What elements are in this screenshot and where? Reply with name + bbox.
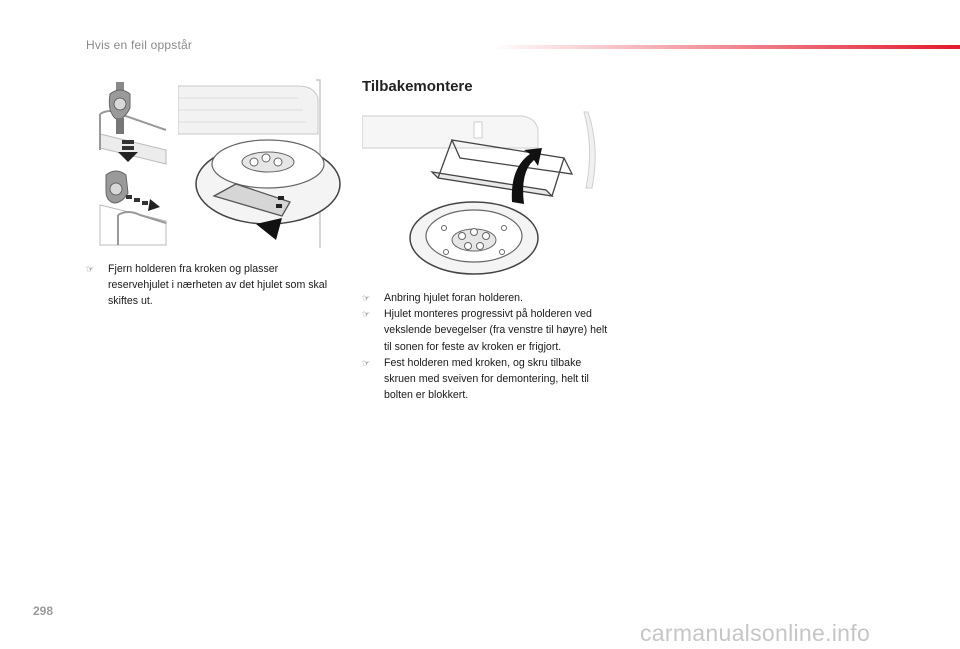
- instruction-text: Hjulet monteres progressivt på holderen ved vekslende bevegelser (fra venstre til høyre) helt til sonen for feste av kroken er frigjort.: [384, 308, 608, 353]
- list-item: [362, 355, 612, 404]
- pointing-hand-icon: ☞: [362, 309, 371, 320]
- watermark: carmanualsonline.info: [640, 620, 871, 646]
- spare-wheel-refit-illustration: [362, 108, 618, 280]
- instruction-text: Anbring hjulet foran holderen.: [384, 292, 523, 304]
- pointing-hand-icon: ☞: [86, 264, 95, 274]
- list-item: [362, 306, 612, 355]
- spare-wheel-removal-illustration: [178, 78, 343, 250]
- instruction-text: Fest holderen med kroken, og skru tilbake skruen med sveiven for demontering, helt til bolten er blokkert.: [384, 356, 589, 402]
- header-section-title: Hvis en feil oppstår: [86, 38, 193, 52]
- section-heading: Tilbakemontere: [362, 78, 473, 95]
- pointing-hand-icon: ☞: [362, 357, 371, 368]
- right-instruction-list: [362, 290, 612, 403]
- header-accent-bar: [490, 45, 960, 49]
- instruction-text: Fjern holderen fra kroken og plasser reservehjulet i nærheten av det hjulet som skal skiftes ut.: [108, 263, 328, 308]
- hook-detail-illustration-top: [96, 78, 172, 168]
- left-instruction-list: [86, 261, 341, 310]
- list-item: [86, 261, 341, 310]
- list-item: [362, 290, 612, 306]
- page-number: 298: [33, 604, 54, 618]
- hook-detail-illustration-bottom: [96, 165, 172, 249]
- pointing-hand-icon: ☞: [362, 293, 371, 303]
